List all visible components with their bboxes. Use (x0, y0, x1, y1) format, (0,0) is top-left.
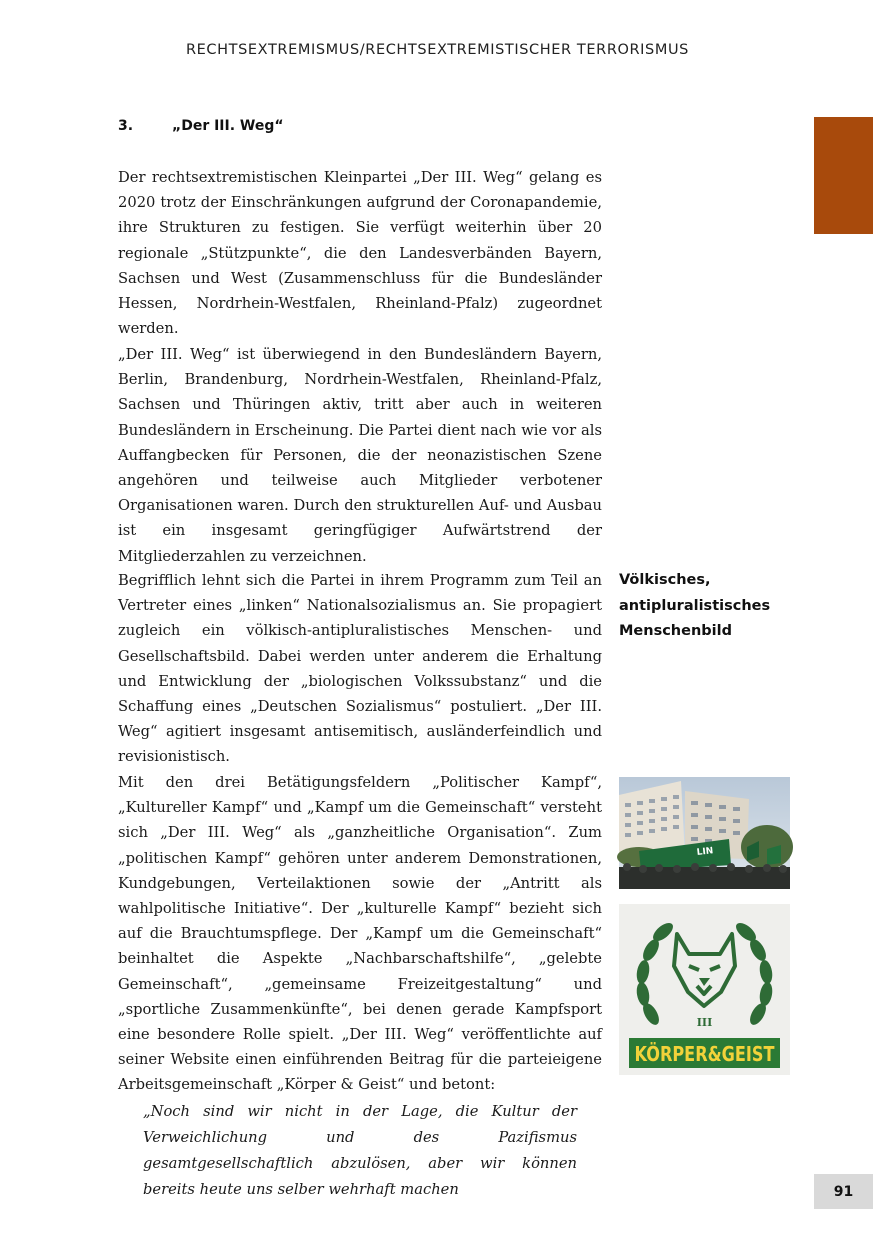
chapter-tab-marker (814, 117, 873, 234)
section-title: „Der III. Weg“ (172, 118, 284, 134)
running-header: RECHTSEXTREMISMUS/RECHTSEXTREMISTISCHER TERRORISMUS (186, 42, 689, 58)
demonstration-photo-illustration (619, 777, 790, 889)
section-heading (118, 118, 284, 134)
paragraph-3: Begrifflich lehnt sich die Partei in ihrem Programm zum Teil an Vertreter eines „linken“ Nationalsozialismus an. Sie propagiert zugleich ein völkisch-antipluralistisches Menschen- und Gesellschaftsbild. Dabei werden unter anderem die Erhaltung und Entwicklung der „biologischen Volkssubstanz“ und die Schaffung eines „Deutschen Sozialismus“ postuliert. „Der III. Weg“ agitiert insgesamt antisemitisch, ausländerfeindlich und revisionistisch. (118, 572, 602, 766)
emblem-text: KÖRPER&GEIST (634, 1042, 775, 1066)
paragraph-1: Der rechtsextremistischen Kleinpartei „Der III. Weg“ gelang es 2020 trotz der Einschränkungen aufgrund der Coronapandemie, ihre Strukturen zu festigen. Sie verfügt weiterhin über 20 regionale „Stützpunkte“, die den Landesverbänden Bayern, Sachsen und West (Zusammenschluss für die Bundesländer Hessen, Nordrhein-Westfalen, Rheinland-Pfalz) zugeordnet werden. (118, 169, 602, 338)
koerper-geist-emblem (619, 904, 790, 1075)
paragraph-4: Mit den drei Betätigungsfeldern „Politischer Kampf“, „Kultureller Kampf“ und „Kampf um die Gemeinschaft“ versteht sich „Der III. Weg“ als „ganzheitliche Organisation“. Zum „politischen Kampf“ gehören unter anderem Demonstrationen, Kundgebungen, Verteilaktionen sowie der „Antritt als wahlpolitische Initiative“. Der „kulturelle Kampf“ bezieht sich auf die Brauchtumspflege. Der „Kampf um die Gemeinschaft“ beinhaltet die Aspekte „Nachbarschaftshilfe“, „gelebte Gemeinschaft“, „gemeinsame Freizeitgestaltung“ und „sportliche Zusammenkünfte“, bei denen gerade Kampfsport eine besondere Rolle spielt. „Der III. Weg“ veröffentlichte auf seiner Website einen einführenden Beitrag für die parteieigene Arbeitsgemeinschaft „Körper & Geist“ und betont: (118, 774, 602, 1094)
emblem-numeral: III (696, 1016, 713, 1029)
block-quote: „Noch sind wir nicht in der Lage, die Kultur der Verweichlichung und des Pazifismus gesamtgesellschaftlich abzulösen, aber wir können bereits heute uns selber wehrhaft machen (143, 1103, 577, 1198)
margin-note: Völkisches, antipluralistisches Menschenbild (619, 572, 771, 639)
page-number: 91 (814, 1174, 873, 1209)
section-number: 3. (118, 118, 134, 134)
demonstration-photo (619, 777, 790, 889)
wolf-wreath-logo (619, 904, 790, 1075)
paragraph-2: „Der III. Weg“ ist überwiegend in den Bundesländern Bayern, Berlin, Brandenburg, Nordrhein-Westfalen, Rheinland-Pfalz, Sachsen und Thüringen aktiv, tritt aber auch in weiteren Bundesländern in Erscheinung. Die Partei dient nach wie vor als Auffangbecken für Personen, die der neonazistischen Szene angehören und teilweise auch Mitglieder verbotener Organisationen waren. Durch den strukturellen Auf- und Ausbau ist ein insgesamt geringfügiger Aufwärtstrend der Mitgliederzahlen zu verzeichnen. (118, 346, 602, 565)
photo-banner-text: LIN (696, 846, 714, 858)
